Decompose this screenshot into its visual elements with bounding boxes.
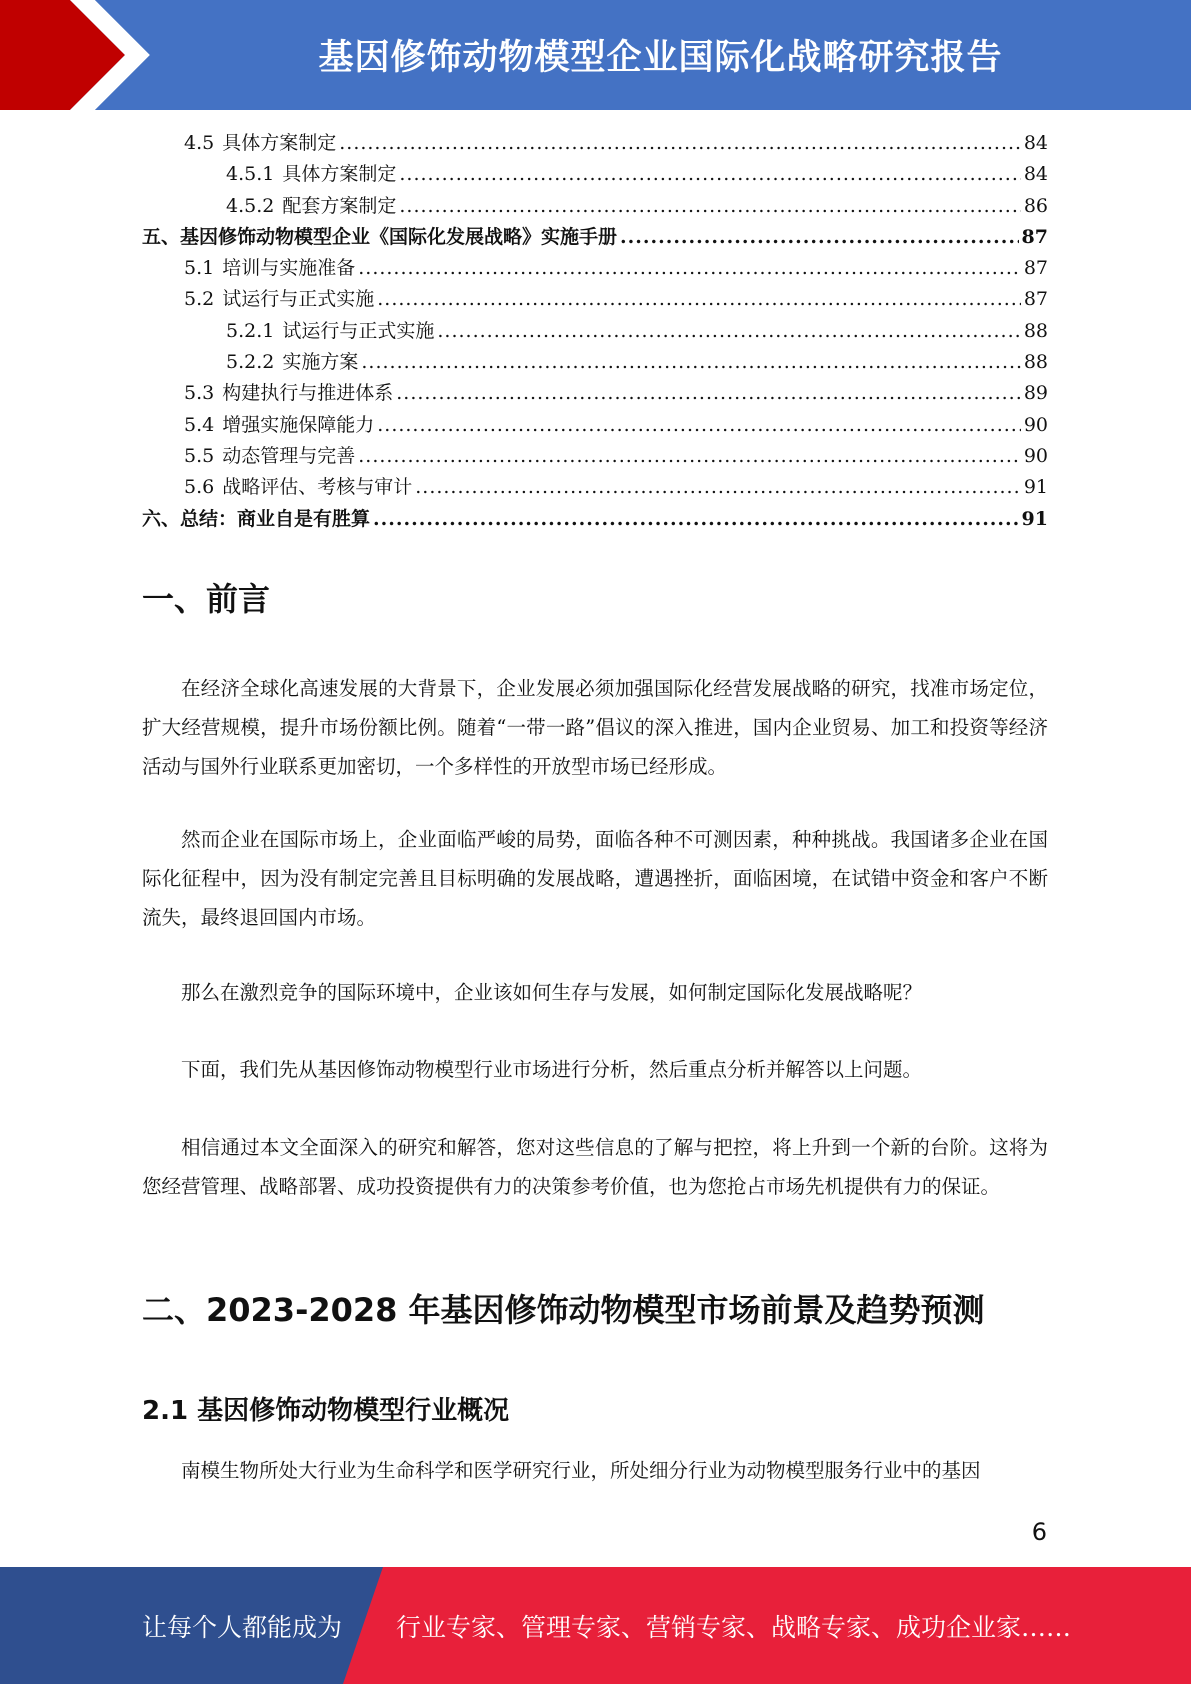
toc-entry-title: 具体方案制定: [222, 132, 337, 154]
toc-entry[interactable]: [142, 128, 1048, 159]
toc-entry-page: 88: [1023, 351, 1048, 374]
toc-entry-number: 5.2.2: [226, 351, 275, 374]
toc-entry-page: 91: [1023, 476, 1048, 499]
toc-entry-title: 五、基因修饰动物模型企业《国际化发展战略》实施手册: [142, 225, 618, 248]
toc-entry-page: 87: [1023, 257, 1048, 280]
toc-entry-number: 5.3: [184, 382, 215, 405]
toc-entry-number: 5.4: [184, 413, 215, 436]
toc-entry-page: 87: [1023, 288, 1048, 311]
toc-entry[interactable]: [142, 222, 1048, 253]
toc-entry-number: 4.5.1: [226, 163, 275, 186]
toc-dot-leader: [437, 320, 1020, 342]
toc-entry-title: 构建执行与推进体系: [222, 382, 394, 405]
paragraph: 南模生物所处大行业为生命科学和医学研究行业，所处细分行业为动物模型服务行业中的基因: [181, 1459, 981, 1482]
toc-dot-leader: [399, 195, 1020, 217]
toc-entry[interactable]: [142, 191, 1048, 222]
toc-dot-leader: [415, 476, 1021, 498]
toc-dot-leader: [399, 163, 1020, 185]
toc-entry-page: 87: [1021, 225, 1048, 248]
toc-entry-page: 86: [1023, 194, 1048, 217]
toc-entry-number: 5.2: [184, 288, 215, 311]
toc-entry-title: 具体方案制定: [282, 163, 397, 186]
toc-entry-number: 4.5: [184, 132, 215, 154]
toc-dot-leader: [377, 288, 1021, 310]
toc-entry[interactable]: [142, 504, 1048, 535]
toc-dot-leader: [396, 382, 1021, 404]
toc-entry-page: 90: [1023, 444, 1048, 467]
toc-entry-number: 4.5.2: [226, 194, 275, 217]
toc-entry-number: 5.1: [184, 257, 215, 280]
toc-entry[interactable]: [142, 441, 1048, 472]
toc-entry-title: 六、总结：商业自是有胜算: [142, 507, 371, 530]
toc-entry-title: 战略评估、考核与审计: [222, 476, 413, 499]
toc-entry[interactable]: [142, 284, 1048, 315]
subsection-heading: 2.1 基因修饰动物模型行业概况: [142, 1396, 510, 1426]
toc-entry-page: 89: [1023, 382, 1048, 405]
toc-entry-page: 88: [1023, 319, 1048, 342]
toc-entry-title: 实施方案: [282, 351, 359, 374]
toc-entry[interactable]: [142, 347, 1048, 378]
toc-entry-number: 5.6: [184, 476, 215, 499]
toc-dot-leader: [361, 351, 1020, 373]
toc-entry-title: 增强实施保障能力: [222, 413, 375, 436]
toc-entry-number: 5.5: [184, 444, 215, 467]
paragraph: 那么在激烈竞争的国际环境中，企业该如何生存与发展，如何制定国际化发展战略呢？: [181, 981, 923, 1004]
page-footer: [0, 1567, 1191, 1684]
toc-entry-title: 试运行与正式实施: [222, 288, 375, 311]
toc-dot-leader: [339, 132, 1021, 154]
toc-dot-leader: [358, 257, 1021, 279]
paragraph: 在经济全球化高速发展的大背景下，企业发展必须加强国际化经营发展战略的研究，找准市场定位，扩大经营规模，提升市场份额比例。随着“一带一路”倡议的深入推进，国内企业贸易、加工和投资等经济活动与国外行业联系更加密切，一个多样性的开放型市场已经形成。: [142, 677, 1048, 778]
toc-entry-page: 84: [1023, 163, 1048, 186]
toc-entry-title: 试运行与正式实施: [282, 319, 435, 342]
toc-entry-page: 90: [1023, 413, 1048, 436]
toc-dot-leader: [620, 226, 1019, 248]
toc-entry-page: 91: [1021, 507, 1048, 530]
table-of-contents: [142, 128, 1048, 535]
toc-entry[interactable]: [142, 472, 1048, 503]
report-title: 基因修饰动物模型企业国际化战略研究报告: [318, 38, 1003, 78]
toc-entry[interactable]: [142, 159, 1048, 190]
toc-entry-page: 84: [1023, 132, 1048, 154]
page-header: [0, 0, 1191, 110]
toc-dot-leader: [358, 445, 1021, 467]
page-number: 6: [1031, 1518, 1047, 1546]
toc-entry-title: 动态管理与完善: [222, 444, 356, 467]
section-heading-preface: 一、前言: [142, 580, 271, 618]
paragraph: 相信通过本文全面深入的研究和解答，您对这些信息的了解与把控，将上升到一个新的台阶。这将为您经营管理、战略部署、成功投资提供有力的决策参考价值，也为您抢占市场先机提供有力的保证。: [142, 1136, 1048, 1198]
section-heading-market-outlook: 二、2023-2028 年基因修饰动物模型市场前景及趋势预测: [142, 1291, 985, 1329]
toc-entry-title: 配套方案制定: [282, 194, 397, 217]
paragraph: 然而企业在国际市场上，企业面临严峻的局势，面临各种不可测因素，种种挑战。我国诸多企业在国际化征程中，因为没有制定完善且目标明确的发展战略，遭遇挫折，面临困境，在试错中资金和客户不断流失，最终退回国内市场。: [142, 828, 1048, 929]
toc-entry[interactable]: [142, 410, 1048, 441]
toc-entry[interactable]: [142, 253, 1048, 284]
footer-slogan-left: 让每个人都能成为: [142, 1612, 343, 1642]
footer-slogan-right: 行业专家、管理专家、营销专家、战略专家、成功企业家……: [396, 1612, 1072, 1642]
toc-entry-number: 5.2.1: [226, 319, 275, 342]
toc-dot-leader: [373, 508, 1019, 530]
toc-entry[interactable]: [142, 316, 1048, 347]
toc-entry-title: 培训与实施准备: [222, 257, 356, 280]
toc-dot-leader: [377, 414, 1021, 436]
toc-entry[interactable]: [142, 378, 1048, 409]
paragraph: 下面，我们先从基因修饰动物模型行业市场进行分析，然后重点分析并解答以上问题。: [181, 1058, 923, 1081]
